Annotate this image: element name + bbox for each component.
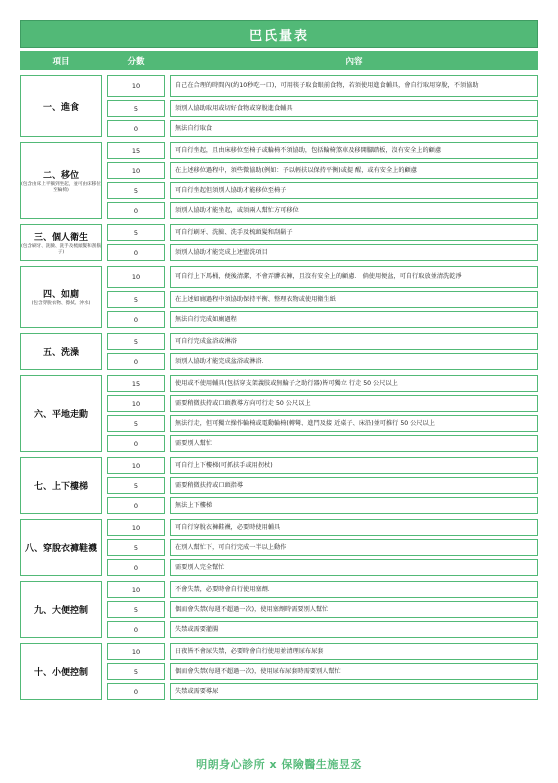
barthel-sheet: [20, 20, 538, 700]
item-group: [20, 142, 538, 219]
score-cell: 15: [107, 142, 165, 159]
score-cell: 0: [107, 120, 165, 137]
item-name: 一、進食: [42, 102, 79, 113]
table-row: [107, 333, 538, 350]
score-cell: 0: [107, 497, 165, 514]
item-label: [20, 224, 102, 261]
score-cell: 10: [107, 581, 165, 598]
description-cell: 失禁或需要灌腸: [170, 621, 538, 638]
table-row: [107, 683, 538, 700]
item-label: [20, 581, 102, 638]
description-cell: 可自行坐起，且由床移位至椅子或輪椅不須協助，包括輪椅煞車及移開腳踏板，沒有安全上的顧慮: [170, 142, 538, 159]
table-row: [107, 395, 538, 412]
header-content: 內容: [345, 56, 363, 67]
description-cell: 需要別人完全幫忙: [170, 559, 538, 576]
item-name: 十、小便控制: [33, 668, 88, 678]
table-header: [20, 51, 538, 70]
description-cell: 自己在合理的時間內(約10秒吃一口)，可用筷子取食眼前食物，若須使用進食輔具，會自行取用穿脫，不須協助: [170, 75, 538, 97]
table-row: [107, 559, 538, 576]
item-group: [20, 333, 538, 370]
item-name: 二、移位: [42, 170, 79, 181]
item-name: 三、個人衛生: [33, 232, 88, 243]
score-cell: 5: [107, 291, 165, 308]
header-item: 項目: [52, 56, 70, 67]
item-group: [20, 457, 538, 514]
table-row: [107, 643, 538, 660]
description-cell: 使用或不使用輔具(包括穿支架義肢或無輪子之助行器)皆可獨立 行走 50 公尺以上: [170, 375, 538, 392]
table-row: [107, 224, 538, 241]
score-cell: 0: [107, 559, 165, 576]
description-cell: 在上述移位過程中，須些微協助(例如：予以輕扶以保持平衡)或提 醒，或有安全上的顧慮: [170, 162, 538, 179]
item-label: [20, 333, 102, 370]
score-cell: 10: [107, 75, 165, 97]
score-cell: 5: [107, 415, 165, 432]
description-cell: 偶而會失禁(每週不超過一次)，使用尿布尿套時需要別人幫忙: [170, 663, 538, 680]
table-row: [107, 435, 538, 452]
table-row: [107, 142, 538, 159]
description-cell: 需要稍微扶持或口頭指導: [170, 477, 538, 494]
description-cell: 偶而會失禁(每週不超過一次)，使用塞劑時需要別人幫忙: [170, 601, 538, 618]
score-cell: 5: [107, 182, 165, 199]
description-cell: 可自行上下樓梯(可抓扶手或用拐杖): [170, 457, 538, 474]
score-cell: 5: [107, 224, 165, 241]
description-cell: 日夜皆不會尿失禁，必要時會自行使用並清理尿布尿套: [170, 643, 538, 660]
table-row: [107, 202, 538, 219]
table-row: [107, 581, 538, 598]
description-cell: 無法自行完成如廁過程: [170, 311, 538, 328]
score-cell: 15: [107, 375, 165, 392]
item-label: [20, 519, 102, 576]
table-row: [107, 663, 538, 680]
item-name: 九、大便控制: [33, 606, 88, 616]
table-row: [107, 182, 538, 199]
item-note: (包含刷牙、洗臉、洗手及梳頭髮和刮鬍子): [21, 243, 101, 255]
item-group: [20, 266, 538, 328]
description-cell: 可自行完成盆浴或淋浴: [170, 333, 538, 350]
item-label: [20, 142, 102, 219]
score-cell: 0: [107, 202, 165, 219]
score-cell: 5: [107, 539, 165, 556]
score-cell: 0: [107, 353, 165, 370]
item-name: 五、洗澡: [42, 348, 79, 358]
table-row: [107, 415, 538, 432]
table-row: [107, 539, 538, 556]
description-cell: 須別人協助才能完成上述盥洗項目: [170, 244, 538, 261]
table-row: [107, 311, 538, 328]
score-cell: 10: [107, 162, 165, 179]
score-cell: 0: [107, 244, 165, 261]
description-cell: 在別人幫忙下，可自行完成一半以上動作: [170, 539, 538, 556]
table-row: [107, 477, 538, 494]
header-score: 分數: [127, 56, 145, 67]
item-label: [20, 75, 102, 137]
item-note: (包含由床上平躺到坐起，並可由床移位至輪椅): [21, 181, 101, 193]
item-name: 八、穿脫衣褲鞋襪: [24, 544, 97, 554]
table-row: [107, 244, 538, 261]
description-cell: 可自行刷牙、洗臉、洗手及梳頭髮和刮鬍子: [170, 224, 538, 241]
table-row: [107, 291, 538, 308]
description-cell: 可自行穿脫衣褲鞋襪，必要時使用輔具: [170, 519, 538, 536]
description-cell: 需要稍微扶持或口頭教導方向可行走 50 公尺以上: [170, 395, 538, 412]
item-label: [20, 643, 102, 700]
description-cell: 在上述如廁過程中須協助保持平衡、整理衣物或使用衛生紙: [170, 291, 538, 308]
table-row: [107, 162, 538, 179]
table-row: [107, 120, 538, 137]
score-cell: 10: [107, 457, 165, 474]
score-cell: 10: [107, 395, 165, 412]
score-cell: 10: [107, 266, 165, 288]
item-label: [20, 457, 102, 514]
score-cell: 10: [107, 519, 165, 536]
description-cell: 須別人協助才能完成盆浴或淋浴．: [170, 353, 538, 370]
item-group: [20, 375, 538, 452]
description-cell: 須別人協助才能坐起，或須兩人幫忙方可移位: [170, 202, 538, 219]
score-cell: 10: [107, 643, 165, 660]
item-group: [20, 224, 538, 261]
score-cell: 5: [107, 663, 165, 680]
item-group: [20, 519, 538, 576]
item-name: 六、平地走動: [33, 410, 88, 420]
score-cell: 5: [107, 333, 165, 350]
description-cell: 可自行坐起但須別人協助才能移位至椅子: [170, 182, 538, 199]
score-cell: 5: [107, 601, 165, 618]
table-row: [107, 375, 538, 392]
item-note: (包含穿脫衣物、擦拭、沖水): [31, 301, 91, 306]
item-name: 四、如廁: [42, 290, 79, 300]
score-cell: 0: [107, 311, 165, 328]
assessment-table: [20, 75, 538, 700]
description-cell: 可自行上下馬桶，便後清潔，不會弄髒衣褲，且沒有安全上的顧慮． 倘使用便盆，可自行取放並清洗乾淨: [170, 266, 538, 288]
item-label: [20, 375, 102, 452]
footer-credit: 明朗身心診所 x 保險醫生施昱丞: [196, 758, 362, 771]
description-cell: 失禁或需要導尿: [170, 683, 538, 700]
description-cell: 需要別人幫忙: [170, 435, 538, 452]
table-row: [107, 497, 538, 514]
item-group: [20, 581, 538, 638]
description-cell: 無法自行取食: [170, 120, 538, 137]
table-row: [107, 621, 538, 638]
table-row: [107, 457, 538, 474]
item-group: [20, 75, 538, 137]
table-row: [107, 353, 538, 370]
description-cell: 無法上下樓梯: [170, 497, 538, 514]
table-row: [107, 100, 538, 117]
table-row: [107, 266, 538, 288]
score-cell: 0: [107, 621, 165, 638]
score-cell: 0: [107, 683, 165, 700]
score-cell: 0: [107, 435, 165, 452]
description-cell: 無法行走，但可獨立操作輪椅或電動輪椅(轉彎、進門及接 近桌子、床沿)並可推行 50 公尺以上: [170, 415, 538, 432]
table-row: [107, 75, 538, 97]
item-label: [20, 266, 102, 328]
item-name: 七、上下樓梯: [33, 482, 88, 492]
item-group: [20, 643, 538, 700]
table-row: [107, 519, 538, 536]
description-cell: 須別人協助取用或切好食物或穿脫進食輔具: [170, 100, 538, 117]
page-title: 巴氏量表: [20, 20, 538, 48]
description-cell: 不會失禁，必要時會自行使用塞劑．: [170, 581, 538, 598]
score-cell: 5: [107, 477, 165, 494]
table-row: [107, 601, 538, 618]
score-cell: 5: [107, 100, 165, 117]
